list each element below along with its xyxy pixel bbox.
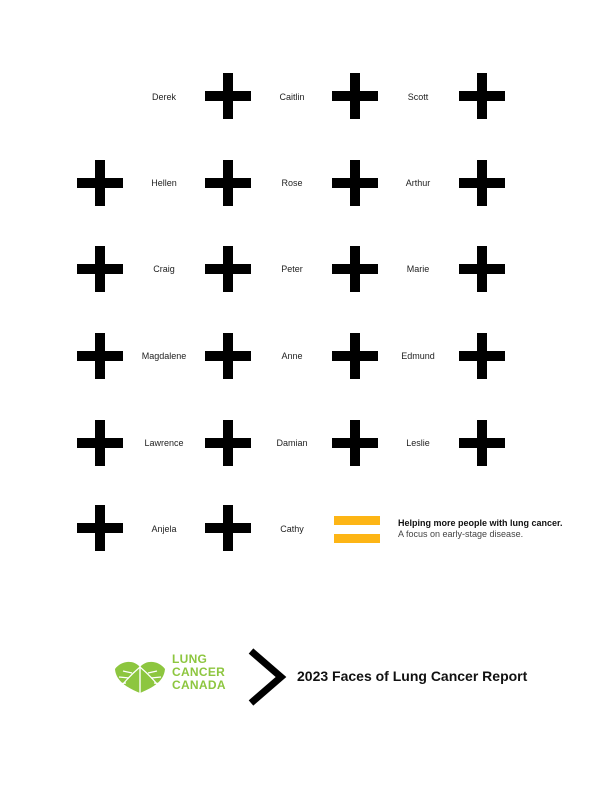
tagline xyxy=(398,518,563,540)
plus-icon xyxy=(77,505,123,551)
lung-cancer-canada-logo xyxy=(113,653,238,697)
plus-icon xyxy=(459,246,505,292)
logo-line: LUNG xyxy=(172,652,208,666)
name-label: Anjela xyxy=(151,524,177,534)
plus-icon xyxy=(332,160,378,206)
name-label: Anne xyxy=(281,351,303,361)
plus-icon xyxy=(205,73,251,119)
logo-line: CANCER xyxy=(172,665,226,679)
plus-icon xyxy=(205,246,251,292)
plus-icon xyxy=(77,246,123,292)
name-label: Scott xyxy=(407,92,429,102)
plus-icon xyxy=(205,420,251,466)
name-label: Caitlin xyxy=(279,92,305,102)
plus-icon xyxy=(205,333,251,379)
logo-line: CANADA xyxy=(172,678,226,692)
name-label: Rose xyxy=(281,178,303,188)
logo-wordmark xyxy=(172,653,226,692)
plus-icon xyxy=(459,333,505,379)
name-label: Lawrence xyxy=(144,438,184,448)
name-label: Hellen xyxy=(151,178,177,188)
plus-icon xyxy=(459,160,505,206)
equals-bar-top xyxy=(334,516,380,525)
plus-icon xyxy=(205,160,251,206)
plus-icon xyxy=(459,420,505,466)
plus-icon xyxy=(332,246,378,292)
name-label: Derek xyxy=(151,92,176,102)
name-label: Arthur xyxy=(405,178,431,188)
name-label: Marie xyxy=(406,264,430,274)
name-label: Damian xyxy=(276,438,308,448)
plus-icon xyxy=(205,505,251,551)
name-label: Magdalene xyxy=(141,351,187,361)
equals-icon xyxy=(334,516,380,544)
name-label: Peter xyxy=(281,264,303,274)
plus-icon xyxy=(459,73,505,119)
tagline-headline: Helping more people with lung cancer. xyxy=(398,518,563,528)
plus-icon xyxy=(332,333,378,379)
name-label: Craig xyxy=(153,264,175,274)
plus-icon xyxy=(77,333,123,379)
plus-icon xyxy=(332,420,378,466)
tagline-subline: A focus on early-stage disease. xyxy=(398,529,524,539)
chevron-right-icon xyxy=(248,648,288,706)
name-label: Cathy xyxy=(280,524,304,534)
report-title: 2023 Faces of Lung Cancer Report xyxy=(297,668,528,684)
plus-icon xyxy=(77,160,123,206)
name-label: Leslie xyxy=(406,438,430,448)
name-label: Edmund xyxy=(401,351,435,361)
plus-icon xyxy=(77,420,123,466)
equals-bar-bottom xyxy=(334,534,380,543)
leaf-icon xyxy=(113,653,167,697)
plus-icon xyxy=(332,73,378,119)
